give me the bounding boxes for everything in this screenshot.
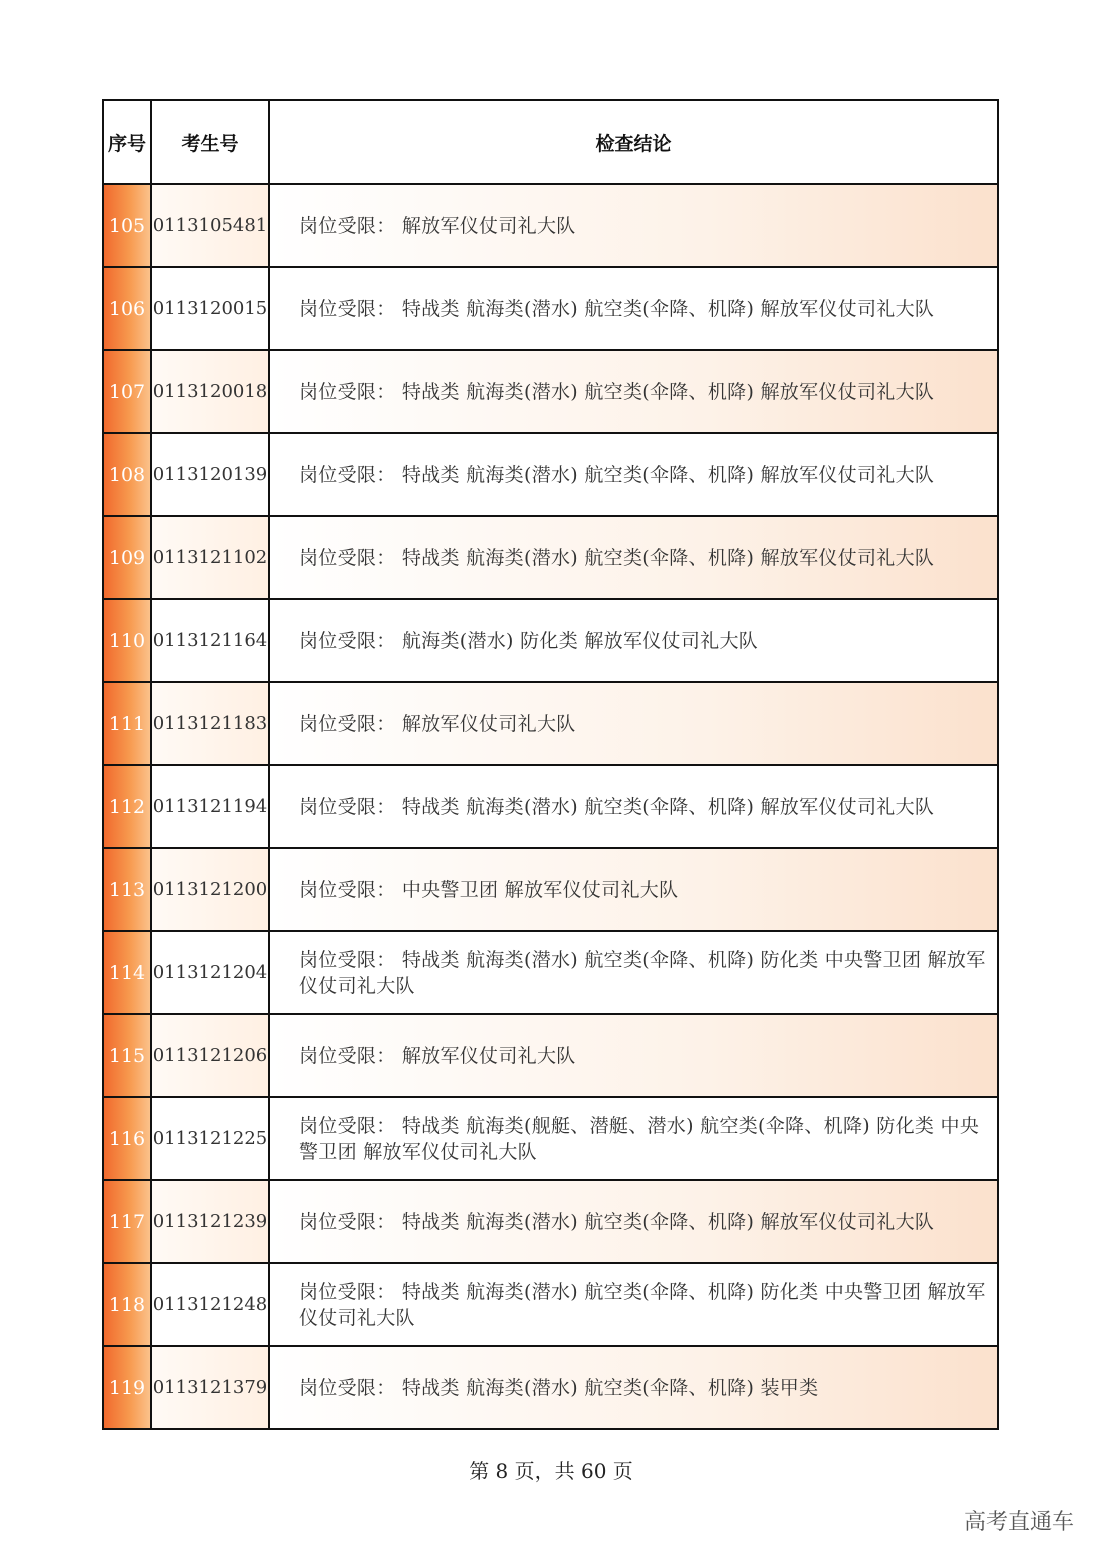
- header-seq: 序号: [103, 100, 151, 184]
- table-row: [103, 599, 998, 682]
- candidate-id-cell: 0113120139: [151, 433, 269, 516]
- table-row: [103, 350, 998, 433]
- candidate-id-cell: 0113105481: [151, 184, 269, 267]
- table-row: [103, 931, 998, 1014]
- table-row: [103, 516, 998, 599]
- result-cell: 岗位受限： 特战类 航海类(潜水) 航空类(伞降、机降) 防化类 中央警卫团 解放军仪仗司礼大队: [269, 931, 998, 1014]
- table-body: [103, 184, 998, 1429]
- result-cell: 岗位受限： 解放军仪仗司礼大队: [269, 682, 998, 765]
- result-cell: 岗位受限： 特战类 航海类(潜水) 航空类(伞降、机降) 解放军仪仗司礼大队: [269, 765, 998, 848]
- seq-cell: 118: [103, 1263, 151, 1346]
- table-row: [103, 848, 998, 931]
- table-row: [103, 1263, 998, 1346]
- table-row: [103, 267, 998, 350]
- seq-cell: 106: [103, 267, 151, 350]
- result-cell: 岗位受限： 解放军仪仗司礼大队: [269, 1014, 998, 1097]
- candidate-id-cell: 0113121379: [151, 1346, 269, 1429]
- seq-cell: 117: [103, 1180, 151, 1263]
- table-row: [103, 1180, 998, 1263]
- seq-cell: 105: [103, 184, 151, 267]
- candidate-id-cell: 0113121204: [151, 931, 269, 1014]
- seq-cell: 114: [103, 931, 151, 1014]
- candidate-id-cell: 0113121206: [151, 1014, 269, 1097]
- candidate-id-cell: 0113120018: [151, 350, 269, 433]
- table-row: [103, 1014, 998, 1097]
- seq-cell: 116: [103, 1097, 151, 1180]
- result-cell: 岗位受限： 特战类 航海类(潜水) 航空类(伞降、机降) 装甲类: [269, 1346, 998, 1429]
- result-cell: 岗位受限： 解放军仪仗司礼大队: [269, 184, 998, 267]
- seq-cell: 108: [103, 433, 151, 516]
- candidate-id-cell: 0113121239: [151, 1180, 269, 1263]
- page-footer: 第 8 页，共 60 页: [469, 1459, 633, 1483]
- seq-cell: 113: [103, 848, 151, 931]
- seq-cell: 107: [103, 350, 151, 433]
- result-cell: 岗位受限： 特战类 航海类(舰艇、潜艇、潜水) 航空类(伞降、机降) 防化类 中央警卫团 解放军仪仗司礼大队: [269, 1097, 998, 1180]
- result-cell: 岗位受限： 航海类(潜水) 防化类 解放军仪仗司礼大队: [269, 599, 998, 682]
- candidate-id-cell: 0113121194: [151, 765, 269, 848]
- candidate-id-cell: 0113121225: [151, 1097, 269, 1180]
- result-cell: 岗位受限： 特战类 航海类(潜水) 航空类(伞降、机降) 解放军仪仗司礼大队: [269, 433, 998, 516]
- result-cell: 岗位受限： 特战类 航海类(潜水) 航空类(伞降、机降) 防化类 中央警卫团 解放军仪仗司礼大队: [269, 1263, 998, 1346]
- result-cell: 岗位受限： 特战类 航海类(潜水) 航空类(伞降、机降) 解放军仪仗司礼大队: [269, 1180, 998, 1263]
- watermark-text: 高考直通车: [963, 1510, 1074, 1535]
- header-result: 检查结论: [269, 100, 998, 184]
- table-row: [103, 1346, 998, 1429]
- table-row: [103, 682, 998, 765]
- header-candidate-id: 考生号: [151, 100, 269, 184]
- candidate-id-cell: 0113121164: [151, 599, 269, 682]
- result-cell: 岗位受限： 中央警卫团 解放军仪仗司礼大队: [269, 848, 998, 931]
- table-row: [103, 184, 998, 267]
- table-row: [103, 765, 998, 848]
- candidate-id-cell: 0113121102: [151, 516, 269, 599]
- seq-cell: 111: [103, 682, 151, 765]
- result-cell: 岗位受限： 特战类 航海类(潜水) 航空类(伞降、机降) 解放军仪仗司礼大队: [269, 267, 998, 350]
- result-cell: 岗位受限： 特战类 航海类(潜水) 航空类(伞降、机降) 解放军仪仗司礼大队: [269, 350, 998, 433]
- seq-cell: 109: [103, 516, 151, 599]
- candidate-id-cell: 0113121248: [151, 1263, 269, 1346]
- candidate-id-cell: 0113120015: [151, 267, 269, 350]
- candidate-id-cell: 0113121200: [151, 848, 269, 931]
- table-header-row: [103, 100, 998, 184]
- seq-cell: 110: [103, 599, 151, 682]
- table-row: [103, 1097, 998, 1180]
- seq-cell: 112: [103, 765, 151, 848]
- seq-cell: 119: [103, 1346, 151, 1429]
- result-cell: 岗位受限： 特战类 航海类(潜水) 航空类(伞降、机降) 解放军仪仗司礼大队: [269, 516, 998, 599]
- seq-cell: 115: [103, 1014, 151, 1097]
- exam-results-table: [102, 99, 999, 1430]
- table-row: [103, 433, 998, 516]
- candidate-id-cell: 0113121183: [151, 682, 269, 765]
